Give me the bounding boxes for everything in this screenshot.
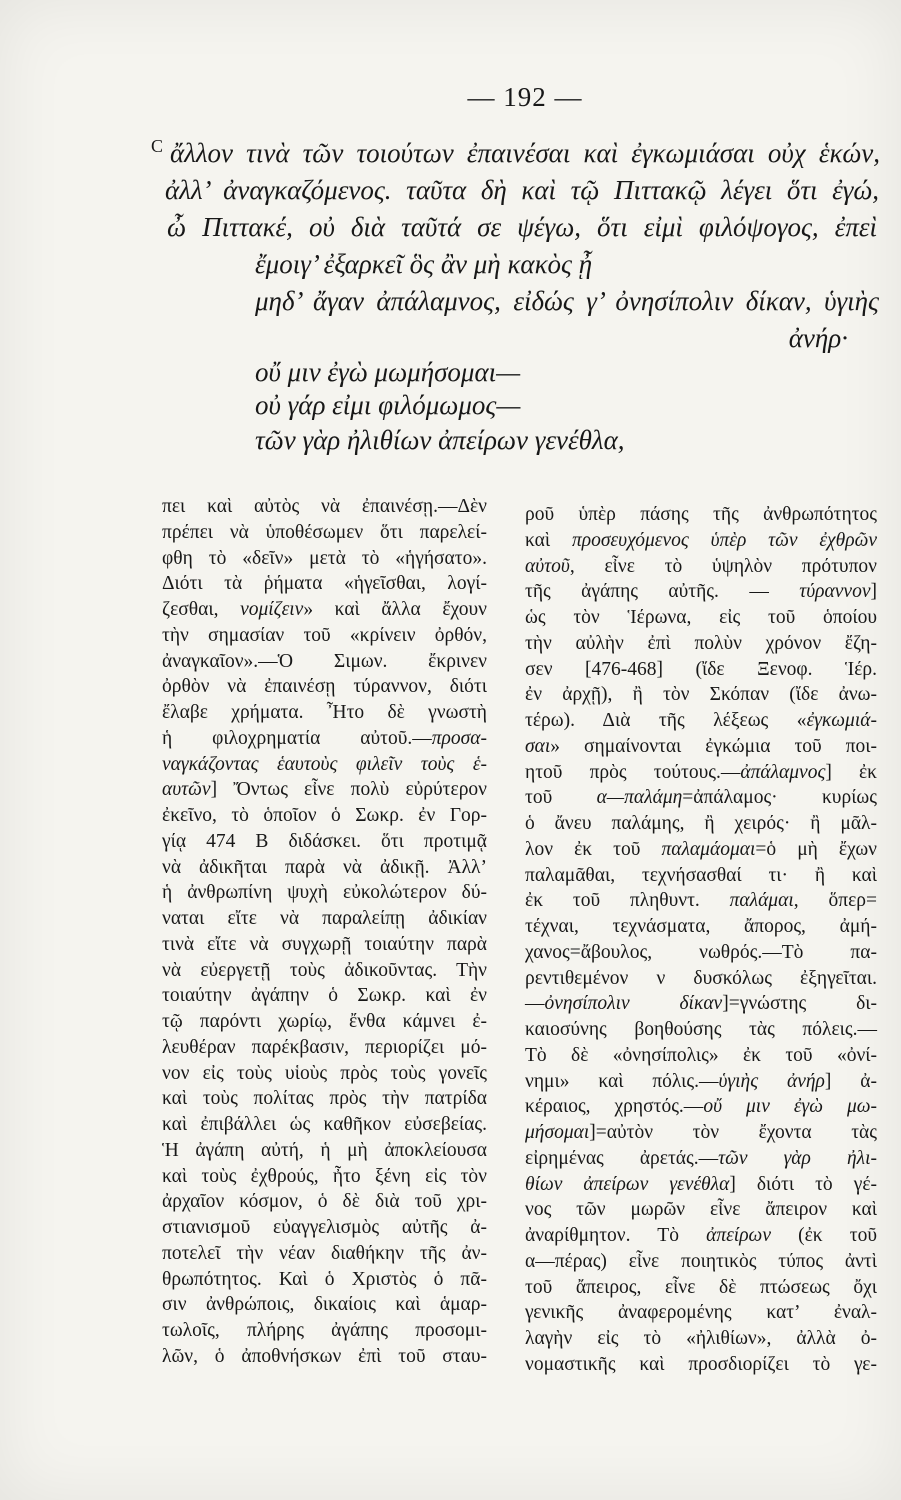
page-number: — 192 — bbox=[467, 82, 583, 112]
text-segment: ἡ ἀνθρωπίνη ψυχὴ εὐκολώτερον δύ- bbox=[162, 882, 487, 904]
commentary-line bbox=[162, 1189, 487, 1215]
commentary-line bbox=[525, 966, 877, 992]
text-segment: θρωπότητος. Καὶ ὁ Χριστὸς ὁ πᾶ- bbox=[162, 1268, 487, 1290]
commentary-line bbox=[525, 502, 877, 528]
commentary-line bbox=[162, 726, 487, 752]
verse-line: ἀνήρ· bbox=[788, 323, 848, 353]
commentary-line bbox=[162, 855, 487, 881]
commentary-line bbox=[525, 1069, 877, 1095]
text-segment: ὁ ἄνευ παλάμης, ἢ χειρός· ἢ μᾶλ- bbox=[525, 813, 877, 834]
text-segment: νὰ ἀδικῆται παρὰ νὰ ἀδικῇ. Ἀλλ’ bbox=[162, 856, 487, 878]
commentary-line bbox=[525, 1300, 877, 1326]
text-segment: ητοῦ πρὸς τούτους.— bbox=[525, 761, 741, 783]
verse-line: οὔ μιν ἐγὼ μωμήσομαι— bbox=[255, 357, 521, 387]
commentary-line bbox=[162, 623, 487, 649]
commentary-line bbox=[162, 906, 487, 932]
text-segment: τέρω). Διὰ τῆς λέξεως « bbox=[525, 710, 807, 731]
commentary-line bbox=[162, 1241, 487, 1267]
commentary-line bbox=[525, 914, 877, 940]
text-segment: ἔλαβε χρήματα. Ἦτο δὲ γνωστὴ bbox=[162, 702, 487, 723]
text-segment: στιανισμοῦ εὐαγγελισμὸς αὐτῆς ἀ- bbox=[162, 1217, 487, 1238]
text-segment: κέραιος, χρηστός.— bbox=[525, 1096, 704, 1118]
text-segment: λῶν, ὁ ἀποθνήσκων ἐπὶ τοῦ σταυ- bbox=[162, 1345, 487, 1367]
italic-text-segment: νομίζειν bbox=[240, 599, 304, 620]
text-segment: λαγὴν εἰς τὸ «ἠλιθίων», ἀλλὰ ὀ- bbox=[525, 1328, 877, 1349]
text-segment: τινὰ εἴτε νὰ συγχωρῇ τοιαύτην παρὰ bbox=[162, 933, 487, 955]
italic-text-segment: αυτῶν bbox=[162, 779, 211, 801]
commentary-line bbox=[525, 631, 877, 657]
text-segment: ρεντιθεμένον ν δυσκόλως ἐξηγεῖται. bbox=[525, 967, 877, 989]
commentary-line bbox=[162, 803, 487, 829]
commentary-line bbox=[162, 958, 487, 984]
commentary-line bbox=[525, 940, 877, 966]
text-segment: σεν [476-468] (ἴδε Ξενοφ. Ἱέρ. bbox=[525, 658, 877, 680]
commentary-line bbox=[525, 1146, 877, 1172]
text-segment: γενικῆς ἀναφερομένης κατ’ ἐναλ- bbox=[525, 1302, 877, 1324]
commentary-line bbox=[162, 1318, 487, 1344]
text-segment: τέχναι, τεχνάσματα, ἄπορος, ἀμή- bbox=[525, 916, 877, 937]
commentary-line bbox=[162, 1112, 487, 1138]
text-segment: α—πέρας) εἶνε ποιητικὸς τύπος ἀντὶ bbox=[525, 1250, 877, 1272]
text-segment: νὰ εὐεργετῇ τοὺς ἀδικοῦντας. Τὴν bbox=[162, 959, 487, 981]
text-segment: τοῦ ἄπειρος, εἶνε δὲ πτώσεως ὄχι bbox=[525, 1276, 877, 1298]
commentary-line bbox=[525, 1172, 877, 1198]
text-segment: ] ἀ- bbox=[824, 1070, 877, 1092]
commentary-line bbox=[525, 1197, 877, 1223]
text-segment: λευθέραν παρέκβασιν, περιορίζει μό- bbox=[162, 1036, 487, 1058]
text-segment: ] διότι τὸ γέ- bbox=[729, 1173, 877, 1195]
text-segment: Ἡ ἀγάπη αὐτή, ἡ μὴ ἀποκλείουσα bbox=[162, 1139, 487, 1161]
text-segment: ] ἐκ bbox=[825, 761, 877, 783]
text-segment: σιν ἀνθρώποις, δικαίοις καὶ ἁμαρ- bbox=[162, 1294, 487, 1316]
text-segment: νομαστικῆς καὶ προσδιορίζει τὸ γε- bbox=[525, 1353, 877, 1375]
italic-text-segment: ἀπείρων bbox=[706, 1225, 771, 1246]
text-segment: τὴν αὐλὴν ἐπὶ πολὺν χρόνον ἔζη- bbox=[525, 632, 877, 654]
text-segment: =ὁ μὴ ἔχων bbox=[755, 838, 877, 860]
italic-text-segment: μήσομαι bbox=[525, 1122, 590, 1143]
italic-text-segment: παλάμαι bbox=[729, 890, 794, 912]
text-segment: ἀρχαῖον κόσμον, ὁ δὲ διὰ τοῦ χρι- bbox=[162, 1191, 487, 1213]
text-segment: πρέπει νὰ ὑποθέσωμεν ὅτι παρελεί- bbox=[162, 521, 487, 543]
text-segment: » καὶ ἄλλα ἔχουν bbox=[303, 599, 487, 620]
text-segment: Τὸ δὲ «ὀνησίπολις» ἐκ τοῦ «ὀνί- bbox=[525, 1044, 877, 1066]
commentary-line bbox=[525, 1094, 877, 1120]
text-segment: ]=αὐτὸν τὸν ἔχοντα τὰς bbox=[589, 1122, 877, 1143]
italic-text-segment: ἀπάλαμνος bbox=[740, 761, 826, 783]
commentary-line bbox=[162, 546, 487, 572]
text-segment: ] bbox=[870, 581, 877, 603]
text-segment: καὶ bbox=[525, 529, 572, 551]
text-segment: λον ἐκ τοῦ bbox=[525, 838, 662, 860]
commentary-line bbox=[525, 528, 877, 554]
verse-line: ἔμοιγ’ ἐξαρκεῖ ὃς ἂν μὴ κακὸς ᾖ bbox=[255, 249, 593, 279]
commentary-line bbox=[525, 554, 877, 580]
italic-text-segment: σαι bbox=[525, 735, 551, 757]
commentary-right-column bbox=[525, 502, 877, 1378]
italic-text-segment: θίων ἀπείρων γενέθλα bbox=[525, 1173, 730, 1195]
text-segment: νος τῶν μωρῶν εἶνε ἄπειρον καὶ bbox=[525, 1199, 877, 1221]
text-segment: καὶ τοὺς ἐχθρούς, ἦτο ξένη εἰς τὸν bbox=[162, 1165, 487, 1187]
text-segment: ροῦ ὑπὲρ πάσης τῆς ἀνθρωπότητος bbox=[525, 504, 877, 525]
text-segment: καὶ τοὺς πολίτας πρὸς τὴν πατρίδα bbox=[162, 1088, 487, 1110]
text-segment: χανος=ἄβουλος, νωθρός.—Τὸ πα- bbox=[525, 941, 877, 963]
text-segment: τωλοῖς, πλήρης ἀγάπης προσομι- bbox=[162, 1320, 487, 1341]
text-segment: ἐκ τοῦ πληθυντ. bbox=[525, 890, 730, 912]
commentary-left-column bbox=[162, 494, 487, 1370]
text-segment: τῷ παρόντι χωρίῳ, ἔνθα κάμνει ἐ- bbox=[162, 1011, 487, 1032]
text-segment: » σημαίνονται ἐγκώμια τοῦ ποι- bbox=[550, 735, 877, 757]
commentary-line bbox=[525, 991, 877, 1017]
text-segment: ναται εἴτε νὰ παραλείπῃ ἀδικίαν bbox=[162, 908, 487, 929]
text-segment: ὀρθὸν νὰ ἐπαινέσῃ τύραννον, διότι bbox=[162, 676, 487, 698]
commentary-line bbox=[162, 571, 487, 597]
text-segment: ] Ὄντως εἶνε πολὺ εὐρύτερον bbox=[210, 779, 487, 801]
text-segment: — bbox=[525, 993, 545, 1015]
commentary-line bbox=[162, 1164, 487, 1190]
commentary-line bbox=[162, 932, 487, 958]
commentary-line bbox=[525, 1120, 877, 1146]
commentary-line bbox=[162, 777, 487, 803]
commentary-line bbox=[525, 579, 877, 605]
verse-line: οὐ γάρ εἰμι φιλόμωμος— bbox=[255, 390, 521, 420]
commentary-line bbox=[162, 880, 487, 906]
text-segment: =ἀπάλαμος· κυρίως bbox=[682, 787, 877, 809]
commentary-line bbox=[525, 605, 877, 631]
text-segment: Διότι τὰ ῥήματα «ἡγεῖσθαι, λογί- bbox=[162, 573, 487, 595]
text-segment: ζεσθαι, bbox=[162, 599, 241, 620]
commentary-line bbox=[162, 752, 487, 778]
commentary-line bbox=[525, 1352, 877, 1378]
commentary-line bbox=[525, 1043, 877, 1069]
text-segment: εἰρημένας ἀρετάς.— bbox=[525, 1147, 719, 1169]
commentary-line bbox=[525, 811, 877, 837]
italic-text-segment: αὐτοῦ bbox=[525, 555, 570, 577]
main-text-line: ἀλλ’ ἀναγκαζόμενος. ταῦτα δὴ καὶ τῷ Πιττακῷ λέγει ὅτι ἐγώ, bbox=[165, 175, 879, 205]
commentary-line bbox=[162, 520, 487, 546]
text-segment: νον εἰς τοὺς υἱοὺς πρὸς τοὺς γονεῖς bbox=[162, 1062, 487, 1084]
commentary-line bbox=[162, 1061, 487, 1087]
italic-text-segment: παλαμάομαι bbox=[661, 838, 756, 860]
text-segment: καὶ ἐπιβάλλει ὡς καθῆκον εὐσεβείας. bbox=[162, 1114, 487, 1135]
italic-text-segment: οὔ μιν ἐγὼ μω- bbox=[703, 1096, 877, 1118]
commentary-line bbox=[162, 1138, 487, 1164]
commentary-line bbox=[162, 1344, 487, 1370]
text-segment: νημι» καὶ πόλις.— bbox=[525, 1070, 719, 1092]
verse-line: τῶν γὰρ ἠλιθίων ἀπείρων γενέθλα, bbox=[255, 425, 625, 455]
italic-text-segment: προσα- bbox=[431, 727, 487, 749]
commentary-line bbox=[525, 1223, 877, 1249]
commentary-line bbox=[162, 1215, 487, 1241]
commentary-line bbox=[525, 888, 877, 914]
text-segment: καιοσύνης βοηθούσης τὰς πόλεις.— bbox=[525, 1019, 877, 1040]
commentary-line bbox=[525, 682, 877, 708]
commentary-line bbox=[525, 863, 877, 889]
commentary-line bbox=[525, 734, 877, 760]
text-segment: τοῦ bbox=[525, 787, 597, 809]
text-segment: τῆς ἀγάπης αὐτῆς. — bbox=[525, 581, 800, 603]
text-segment: ὡς τὸν Ἱέρωνα, εἰς τοῦ ὁποίου bbox=[525, 607, 877, 628]
italic-text-segment: ὀνησίπολιν δίκαν bbox=[544, 993, 723, 1015]
commentary-line bbox=[162, 674, 487, 700]
commentary-line bbox=[525, 708, 877, 734]
commentary-line bbox=[162, 1035, 487, 1061]
commentary-line bbox=[525, 1275, 877, 1301]
italic-text-segment: ὑγιὴς ἀνήρ bbox=[718, 1070, 825, 1092]
text-segment: (ἐκ τοῦ bbox=[770, 1225, 878, 1246]
text-segment: ποτελεῖ τὴν νέαν διαθήκην τῆς ἀν- bbox=[162, 1242, 487, 1264]
commentary-line bbox=[162, 829, 487, 855]
text-segment: τὴν σημασίαν τοῦ «κρίνειν ὀρθόν, bbox=[162, 624, 487, 646]
italic-text-segment: ναγκάζοντας ἑαυτοὺς φιλεῖν τοὺς ἑ- bbox=[162, 753, 487, 775]
verse-line: μηδ’ ἄγαν ἀπάλαμνος, εἰδώς γ’ ὀνησίπολιν δίκαν, ὑγιὴς bbox=[255, 286, 879, 316]
text-segment: γίᾳ 474 Β διδάσκει. ὅτι προτιμᾷ bbox=[162, 830, 487, 852]
commentary-line bbox=[162, 1267, 487, 1293]
text-segment: , ὅπερ= bbox=[793, 890, 877, 912]
text-segment: παλαμᾶθαι, τεχνήσασθαί τι· ἢ καὶ bbox=[525, 864, 877, 886]
commentary-line bbox=[162, 700, 487, 726]
commentary-line bbox=[162, 1009, 487, 1035]
main-text-line: ὦ Πιττακέ, οὐ διὰ ταῦτά σε ψέγω, ὅτι εἰμὶ φιλόψογος, ἐπεὶ bbox=[167, 212, 877, 242]
commentary-line bbox=[525, 837, 877, 863]
commentary-line bbox=[525, 760, 877, 786]
text-segment: τοιαύτην ἀγάπην ὁ Σωκρ. καὶ ἐν bbox=[162, 985, 487, 1007]
italic-text-segment: προσευχόμενος ὑπὲρ τῶν ἐχθρῶν bbox=[571, 529, 877, 551]
commentary-line bbox=[525, 1326, 877, 1352]
commentary-line bbox=[162, 494, 487, 520]
commentary-line bbox=[525, 1017, 877, 1043]
text-segment: φθη τὸ «δεῖν» μετὰ τὸ «ἡγήσατο». bbox=[162, 547, 487, 569]
text-segment: ἐκεῖνο, τὸ ὁποῖον ὁ Σωκρ. ἐν Γορ- bbox=[162, 805, 487, 826]
commentary-line bbox=[162, 1292, 487, 1318]
main-text-line: ἄλλον τινὰ τῶν τοιούτων ἐπαινέσαι καὶ ἐγκωμιάσαι οὐχ ἑκών, bbox=[170, 138, 880, 168]
italic-text-segment: τῶν γὰρ ἠλι- bbox=[718, 1147, 877, 1169]
commentary-line bbox=[525, 657, 877, 683]
commentary-line bbox=[162, 983, 487, 1009]
commentary-line bbox=[525, 785, 877, 811]
text-segment: πει καὶ αὐτὸς νὰ ἐπαινέσῃ.—Δὲν bbox=[162, 496, 487, 517]
text-segment: ]=γνώστης δι- bbox=[722, 993, 877, 1015]
text-segment: ἡ φιλοχρηματία αὐτοῦ.— bbox=[162, 727, 432, 749]
italic-text-segment: α—παλάμη bbox=[596, 787, 683, 809]
text-segment: , εἶνε τὸ ὑψηλὸν πρότυπον bbox=[569, 555, 877, 577]
text-segment: ἐν ἀρχῇ), ἢ τὸν Σκόπαν (ἴδε ἀνω- bbox=[525, 684, 877, 706]
margin-mark: C bbox=[151, 136, 164, 156]
text-segment: ἀναγκαῖον».—Ὁ Σιμων. ἔκρινεν bbox=[162, 650, 487, 672]
commentary-line bbox=[525, 1249, 877, 1275]
text-segment: ἀναρίθμητον. Τὸ bbox=[525, 1225, 707, 1246]
commentary-line bbox=[162, 597, 487, 623]
commentary-line bbox=[162, 649, 487, 675]
commentary-line bbox=[162, 1086, 487, 1112]
italic-text-segment: ἐγκωμιά- bbox=[806, 710, 877, 731]
italic-text-segment: τύραννον bbox=[799, 581, 871, 603]
